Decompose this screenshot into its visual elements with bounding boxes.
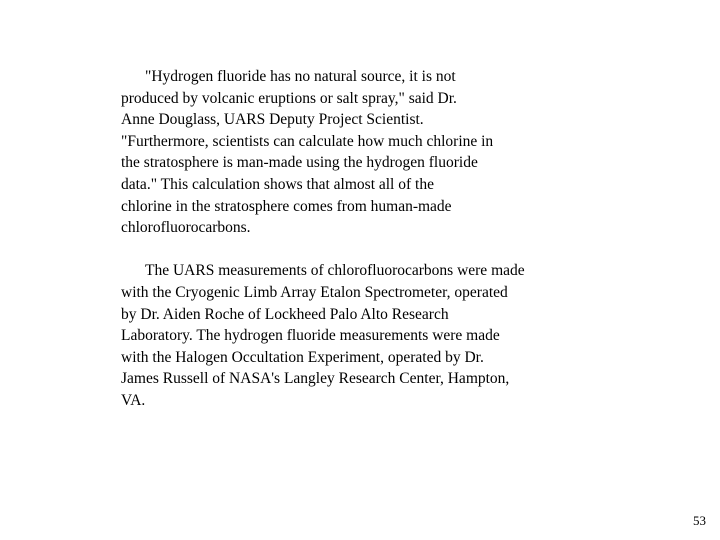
- paragraph-line: with the Halogen Occultation Experiment, operated by Dr.: [121, 348, 484, 366]
- paragraph-line: by Dr. Aiden Roche of Lockheed Palo Alto Research: [121, 305, 449, 323]
- paragraph-1: [121, 66, 601, 239]
- paragraph-line: chlorine in the stratosphere comes from human-made: [121, 197, 452, 215]
- paragraph-line: James Russell of NASA's Langley Research Center, Hampton,: [121, 370, 510, 388]
- paragraph-line: with the Cryogenic Limb Array Etalon Spectrometer, operated: [121, 283, 508, 301]
- paragraph-line: "Furthermore, scientists can calculate how much chlorine in: [121, 132, 494, 150]
- paragraph-line: The UARS measurements of chlorofluorocarbons were made: [145, 262, 525, 280]
- paragraph-line: data." This calculation shows that almost all of the: [121, 175, 434, 193]
- paragraph-line: the stratosphere is man-made using the hydrogen fluoride: [121, 154, 478, 172]
- paragraph-line: VA.: [121, 391, 146, 409]
- paragraph-2: [121, 260, 601, 411]
- paragraph-line: "Hydrogen fluoride has no natural source, it is not: [145, 68, 456, 85]
- page-number: 53: [693, 513, 706, 528]
- paragraph-line: Anne Douglass, UARS Deputy Project Scientist.: [121, 111, 424, 129]
- paragraph-line: Laboratory. The hydrogen fluoride measurements were made: [121, 327, 500, 345]
- body-text: [121, 66, 601, 412]
- paragraph-line: produced by volcanic eruptions or salt spray," said Dr.: [121, 89, 457, 107]
- paragraph-line: chlorofluorocarbons.: [121, 219, 251, 237]
